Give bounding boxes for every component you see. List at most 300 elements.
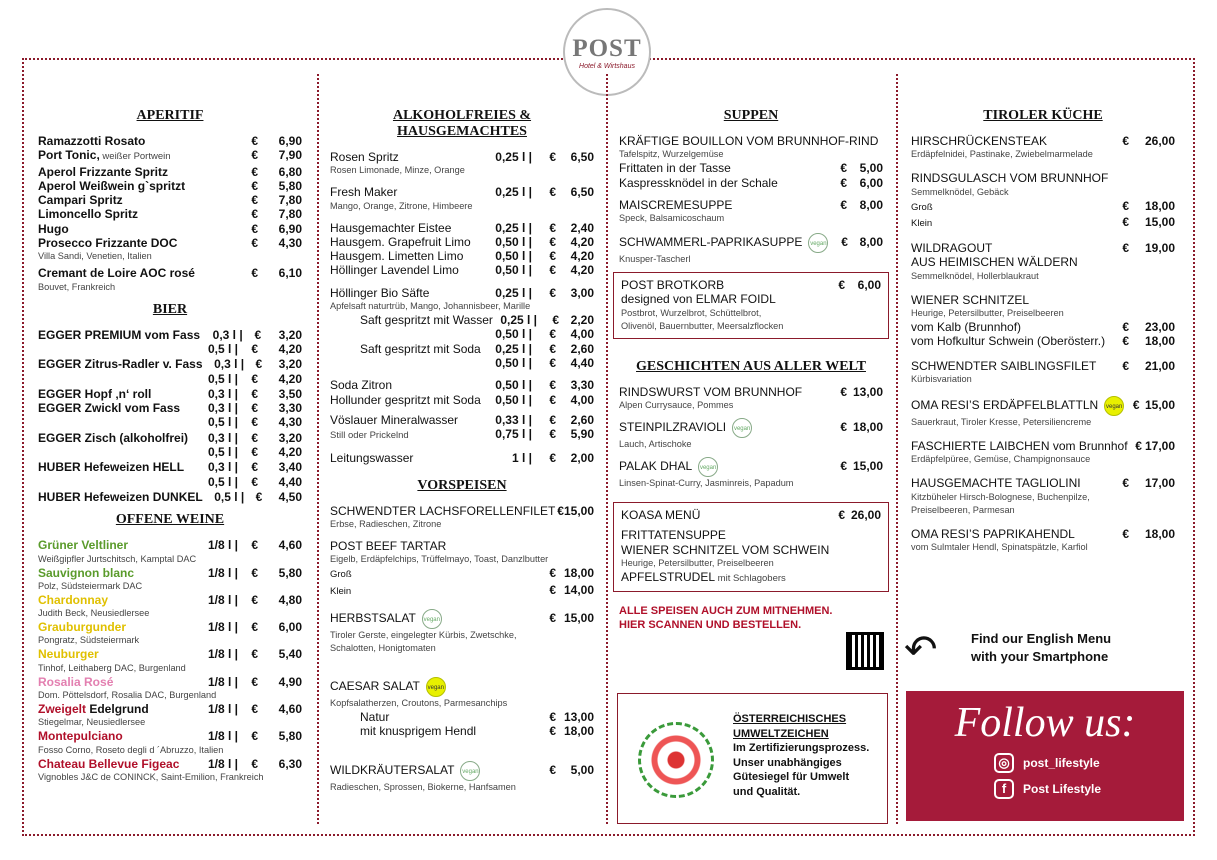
section-title: VORSPEISEN xyxy=(417,477,507,493)
item-name: Cremant de Loire AOC rosé xyxy=(38,266,195,281)
section-title: GESCHICHTEN AUS ALLER WELT xyxy=(636,358,866,374)
euro-sign: € xyxy=(251,193,258,208)
item-description: Erbse, Radieschen, Zitrone xyxy=(330,519,442,530)
item-description: Semmelknödel, Gebäck xyxy=(911,186,1009,197)
menu-row xyxy=(911,396,1175,416)
item-quantity: 0,33 l | xyxy=(495,412,532,427)
item-quantity: 0,25 l | xyxy=(500,313,538,328)
item-name: Chateau Bellevue Figeac xyxy=(38,756,180,771)
euro-sign: € xyxy=(251,371,258,386)
item-name: HIRSCHRÜCKENSTEAK xyxy=(911,134,1048,148)
menu-row xyxy=(38,490,302,504)
item-name: Hausgem. Limetten Limo xyxy=(330,249,464,264)
euro-sign: € xyxy=(840,161,847,176)
item-price: 6,80 xyxy=(278,164,302,179)
item-price: 5,00 xyxy=(570,762,594,777)
item-name: Groß xyxy=(911,201,933,213)
item-description: Erdäpfelnidei, Pastinake, Zwiebelmarmelade xyxy=(911,149,1093,160)
item-name: WILDKRÄUTERSALAT vegan xyxy=(330,761,532,781)
euro-sign: € xyxy=(549,392,556,407)
menu-row xyxy=(38,647,302,661)
item-name: HUBER Hefeweizen DUNKEL xyxy=(38,489,203,504)
euro-sign: € xyxy=(549,355,556,370)
euro-sign: € xyxy=(549,378,556,393)
euro-sign: € xyxy=(549,185,556,200)
item-name: Saft gespritzt mit Soda xyxy=(360,341,481,356)
menu-row xyxy=(38,372,302,386)
spacer xyxy=(330,177,594,185)
item-description: Judith Beck, Neusiedlersee xyxy=(38,608,150,619)
item-price: 5,90 xyxy=(570,427,594,442)
item-quantity: 0,5 l | xyxy=(207,445,238,460)
menu-row xyxy=(38,415,302,429)
menu-row xyxy=(38,445,302,459)
menu-row xyxy=(38,675,302,689)
menu-row xyxy=(330,378,594,392)
menu-row xyxy=(911,476,1175,490)
item-price: 15,00 xyxy=(852,459,883,474)
item-description: Lauch, Artischoke xyxy=(619,439,692,450)
item-quantity: 0,3 l | xyxy=(214,357,245,372)
item-description: Speck, Balsamicoschaum xyxy=(619,213,725,224)
menu-row xyxy=(330,451,594,465)
euro-sign: € xyxy=(251,445,258,460)
euro-sign: € xyxy=(549,762,556,777)
menu-row xyxy=(38,593,302,607)
item-price: 4,20 xyxy=(278,445,302,460)
euro-sign: € xyxy=(251,729,258,744)
item-name: Campari Spritz xyxy=(38,193,123,208)
spacer xyxy=(330,531,594,539)
item-price: 17,00 xyxy=(1144,476,1175,491)
section-title: TIROLER KÜCHE xyxy=(983,108,1103,123)
item-name: HERBSTSALAT vegan xyxy=(330,609,532,629)
menu-row xyxy=(621,570,881,586)
spacer xyxy=(911,349,1175,359)
item-name: Prosecco Frizzante DOC xyxy=(38,236,178,251)
menu-row xyxy=(38,566,302,580)
euro-sign: € xyxy=(251,430,258,445)
item-price: 3,00 xyxy=(570,285,594,300)
item-quantity: 0,5 l | xyxy=(207,415,238,430)
item-price: 3,20 xyxy=(278,327,302,342)
item-quantity: 0,5 l | xyxy=(207,341,238,356)
menu-row xyxy=(619,233,883,253)
item-price: 13,00 xyxy=(563,709,594,724)
euro-sign: € xyxy=(251,415,258,430)
euro-sign: € xyxy=(251,386,258,401)
item-quantity: 0,75 l | xyxy=(495,427,532,442)
spacer xyxy=(330,443,594,451)
item-description: Bouvet, Frankreich xyxy=(38,281,116,292)
item-description: Rosen Limonade, Minze, Orange xyxy=(330,165,465,176)
item-name: RINDSWURST VOM BRUNNHOF xyxy=(619,384,803,399)
euro-sign: € xyxy=(251,207,258,222)
item-name: EGGER Zisch (alkoholfrei) xyxy=(38,430,189,445)
item-quantity: 0,5 l | xyxy=(214,489,245,504)
divider xyxy=(606,74,608,824)
item-name: Hollunder gespritzt mit Soda xyxy=(330,392,481,407)
item-name: SCHWENDTER LACHSFORELLENFILET xyxy=(330,503,556,518)
item-price: 4,50 xyxy=(278,489,302,504)
item-description: Tinhof, Leithaberg DAC, Burgenland xyxy=(38,662,186,673)
item-price: 15,00 xyxy=(1144,398,1175,413)
item-quantity: 1/8 l | xyxy=(207,592,238,607)
item-price: 5,80 xyxy=(278,565,302,580)
column-alkoholfrei xyxy=(330,108,594,794)
item-price: 4,60 xyxy=(278,702,302,717)
item-name: Hugo xyxy=(38,221,69,236)
euro-sign: € xyxy=(549,582,556,597)
menu-row xyxy=(330,583,594,599)
menu-row xyxy=(38,148,302,164)
euro-sign: € xyxy=(1122,134,1129,148)
section-title: SUPPEN xyxy=(723,108,779,123)
menu-row xyxy=(38,702,302,716)
spacer xyxy=(330,278,594,286)
item-name: vom Hofkultur Schwein (Oberösterr.) xyxy=(911,334,1106,349)
item-description: Preiselbeeren, Parmesan xyxy=(911,504,1015,515)
menu-row xyxy=(38,475,302,489)
section-title: BIER xyxy=(152,301,188,317)
item-name: Port Tonic, weißer Portwein xyxy=(38,148,171,163)
menu-row xyxy=(911,134,1175,148)
divider xyxy=(896,74,898,824)
item-price: 15,00 xyxy=(1144,214,1175,229)
euro-sign: € xyxy=(840,175,847,190)
item-price: 2,00 xyxy=(570,451,594,466)
menu-row xyxy=(38,620,302,634)
item-price: 3,50 xyxy=(278,386,302,401)
spacer xyxy=(619,490,883,496)
item-note: weißer Portwein xyxy=(99,151,171,163)
euro-sign: € xyxy=(251,474,258,489)
menu-row xyxy=(330,504,594,518)
item-name: Hausgemachter Eistee xyxy=(330,220,452,235)
item-name: POST BEEF TARTAR xyxy=(330,539,447,554)
item-name: Montepulciano xyxy=(38,729,123,744)
euro-sign: € xyxy=(254,327,262,342)
item-price: 4,30 xyxy=(278,415,302,430)
euro-sign: € xyxy=(841,235,848,250)
item-price: 6,30 xyxy=(278,756,302,771)
item-price: 4,00 xyxy=(570,327,594,342)
item-name: Grauburgunder xyxy=(38,620,127,635)
item-name: Chardonnay xyxy=(38,592,109,607)
item-price: 7,80 xyxy=(278,193,302,208)
menu-row xyxy=(330,356,594,370)
euro-sign: € xyxy=(251,565,258,580)
euro-sign: € xyxy=(251,178,258,193)
menu-row xyxy=(38,165,302,179)
euro-sign: € xyxy=(251,266,258,281)
item-quantity: 0,50 l | xyxy=(495,234,532,249)
menu-row xyxy=(621,292,881,306)
euro-sign: € xyxy=(549,263,556,278)
menu-row xyxy=(38,357,302,371)
euro-sign: € xyxy=(549,451,556,466)
menu-row xyxy=(330,761,594,781)
item-price: 4,40 xyxy=(278,474,302,489)
facebook-icon: f xyxy=(994,779,1014,799)
item-name: Klein xyxy=(911,217,933,229)
item-description: Apfelsaft naturtrüb, Mango, Johannisbeer, Marille xyxy=(330,301,531,312)
item-name: Klein xyxy=(330,585,352,597)
item-name: mit knusprigem Hendl xyxy=(360,724,477,739)
item-price: 4,90 xyxy=(278,674,302,689)
menu-row xyxy=(619,385,883,399)
menu-row xyxy=(621,508,881,522)
item-name: vom Kalb (Brunnhof) xyxy=(911,320,1022,335)
item-price: 18,00 xyxy=(1144,526,1175,541)
facebook-link[interactable]: f Post Lifestyle xyxy=(994,779,1184,799)
item-name: Rosen Spritz xyxy=(330,150,399,164)
item-description: Kitzbüheler Hirsch-Bolognese, Buchenpilze, xyxy=(911,491,1090,502)
item-price: 4,20 xyxy=(278,371,302,386)
menu-row xyxy=(38,460,302,474)
item-name: WIENER SCHNITZEL VOM SCHWEIN xyxy=(621,542,830,557)
euro-sign: € xyxy=(1122,198,1129,213)
item-price: 2,40 xyxy=(570,220,594,235)
item-price: 4,80 xyxy=(278,592,302,607)
item-description: Dom. Pöttelsdorf, Rosalia DAC, Burgenland xyxy=(38,690,217,701)
item-price: 18,00 xyxy=(563,724,594,739)
menu-row xyxy=(330,539,594,553)
item-name: Soda Zitron xyxy=(330,378,393,393)
euro-sign: € xyxy=(549,249,556,264)
takeaway-note xyxy=(619,604,883,632)
item-quantity: 1/8 l | xyxy=(207,674,238,689)
item-price: 5,40 xyxy=(278,647,302,662)
instagram-icon: ◎ xyxy=(994,753,1014,773)
item-quantity: 0,50 l | xyxy=(495,327,532,342)
item-price: 26,00 xyxy=(850,508,881,523)
item-name: SCHWENDTER SAIBLINGSFILET xyxy=(911,358,1097,373)
spacer xyxy=(330,213,594,221)
item-name: OMA RESI’S ERDÄPFELBLATTLN vegan xyxy=(911,396,1124,416)
item-price: 26,00 xyxy=(1144,134,1175,148)
item-quantity: 0,25 l | xyxy=(495,185,532,200)
item-name: KRÄFTIGE BOUILLON VOM BRUNNHOF-RIND xyxy=(619,134,879,148)
euro-sign: € xyxy=(549,341,556,356)
spacer xyxy=(911,517,1175,527)
spacer xyxy=(330,655,594,677)
euro-sign: € xyxy=(251,538,258,553)
menu-row xyxy=(619,161,883,175)
item-price: 6,00 xyxy=(859,175,883,190)
item-price: 5,80 xyxy=(278,729,302,744)
item-price: 6,90 xyxy=(278,134,302,148)
item-name: Leitungswasser xyxy=(330,451,414,466)
euro-sign: € xyxy=(549,220,556,235)
item-price: 6,00 xyxy=(857,278,881,293)
menu-row xyxy=(330,566,594,582)
euro-sign: € xyxy=(1122,241,1129,256)
item-quantity: 0,25 l | xyxy=(495,150,532,164)
item-description: Weißgipfler Jurtschitsch, Kamptal DAC xyxy=(38,553,197,564)
item-name: FRITTATENSUPPE xyxy=(621,528,726,543)
item-price: 15,00 xyxy=(563,611,594,626)
item-quantity: 0,3 l | xyxy=(207,460,238,475)
item-name: EGGER PREMIUM vom Fass xyxy=(38,327,201,342)
item-price: 4,20 xyxy=(570,234,594,249)
menu-row xyxy=(38,328,302,342)
item-name-suffix: Edelgrund xyxy=(86,702,149,717)
takeaway-line: ALLE SPEISEN AUCH ZUM MITNEHMEN. xyxy=(619,605,833,618)
item-quantity: 0,50 l | xyxy=(495,249,532,264)
menu-row xyxy=(38,401,302,415)
euro-sign: € xyxy=(1122,320,1129,335)
item-quantity: 0,3 l | xyxy=(207,386,238,401)
menu-row xyxy=(619,198,883,212)
item-quantity: 0,3 l | xyxy=(207,430,238,445)
item-price: 18,00 xyxy=(563,566,594,581)
english-menu-note: Find our English Menu with your Smartphone xyxy=(971,631,1112,664)
menu-row xyxy=(330,609,594,629)
item-price: 14,00 xyxy=(563,582,594,597)
item-description: Tafelspitz, Wurzelgemüse xyxy=(619,149,724,160)
menu-row xyxy=(330,235,594,249)
euro-sign: € xyxy=(251,236,258,251)
spacer xyxy=(911,429,1175,439)
umwelt-title: ÖSTERREICHISCHES xyxy=(733,713,847,725)
item-name: Zweigelt Edelgrund xyxy=(38,702,149,717)
item-quantity: 0,25 l | xyxy=(495,285,532,300)
menu-row xyxy=(330,221,594,235)
item-quantity: 0,50 l | xyxy=(495,392,532,407)
euro-sign: € xyxy=(549,234,556,249)
euro-sign: € xyxy=(552,313,560,328)
menu-row xyxy=(911,171,1175,185)
euro-sign: € xyxy=(251,647,258,662)
euro-sign: € xyxy=(1122,526,1129,541)
euro-sign: € xyxy=(557,503,564,518)
euro-sign: € xyxy=(251,401,258,416)
euro-sign: € xyxy=(251,674,258,689)
item-quantity: 0,50 l | xyxy=(495,263,532,278)
item-price: 4,30 xyxy=(278,236,302,251)
vegan-icon: vegan xyxy=(732,418,752,438)
euro-sign: € xyxy=(251,460,258,475)
item-description: Kürbisvariation xyxy=(911,373,972,384)
euro-sign: € xyxy=(838,508,845,523)
menu-row xyxy=(621,543,881,557)
divider xyxy=(317,74,319,824)
item-description: vom Sulmtaler Hendl, Spinatspätzle, Karfiol xyxy=(911,541,1088,552)
menu-row xyxy=(330,710,594,724)
item-description: Alpen Currysauce, Pommes xyxy=(619,400,734,411)
item-price: 4,20 xyxy=(570,249,594,264)
item-price: 4,20 xyxy=(278,341,302,356)
menu-row xyxy=(619,176,883,190)
euro-sign: € xyxy=(1122,476,1129,491)
item-description: Sauerkraut, Tiroler Kresse, Petersiliencreme xyxy=(911,416,1092,427)
item-price: 18,00 xyxy=(1144,334,1175,349)
instagram-link[interactable]: ◎ post_lifestyle xyxy=(994,753,1184,773)
menu-row xyxy=(330,393,594,407)
umwelt-line: Gütesiegel für Umwelt xyxy=(733,771,850,783)
item-note: mit Schlagobers xyxy=(715,572,786,584)
item-name: APFELSTRUDEL mit Schlagobers xyxy=(621,569,786,584)
item-price: 6,00 xyxy=(278,620,302,635)
vegan-icon: vegan xyxy=(1104,396,1124,416)
item-description: Semmelknödel, Hollerblaukraut xyxy=(911,270,1039,281)
item-price: 3,30 xyxy=(278,401,302,416)
item-price: 13,00 xyxy=(852,384,883,399)
item-name: Kaspressknödel in der Schale xyxy=(619,175,778,190)
euro-sign: € xyxy=(251,148,258,163)
vegan-icon: vegan xyxy=(808,233,828,253)
item-name: Limoncello Spritz xyxy=(38,207,139,222)
item-name: AUS HEIMISCHEN WÄLDERN xyxy=(911,255,1078,270)
umwelt-title2: UMWELTZEICHEN xyxy=(733,727,829,740)
menu-row xyxy=(911,215,1175,231)
menu-row xyxy=(330,327,594,341)
spacer xyxy=(911,161,1175,171)
item-description: Fosso Corno, Roseto degli d ´Abruzzo, Italien xyxy=(38,744,224,755)
menu-row xyxy=(911,320,1175,334)
euro-sign: € xyxy=(251,164,258,179)
euro-sign: € xyxy=(840,384,847,399)
item-description: Olivenöl, Bauernbutter, Meersalzflocken xyxy=(621,320,784,331)
euro-sign: € xyxy=(549,709,556,724)
euro-sign: € xyxy=(1122,334,1129,349)
menu-row xyxy=(38,222,302,236)
euro-sign: € xyxy=(549,724,556,739)
item-price: 19,00 xyxy=(1144,241,1175,256)
item-price: 4,00 xyxy=(570,392,594,407)
menu-row xyxy=(38,193,302,207)
menu-row xyxy=(38,757,302,771)
item-quantity: 1/8 l | xyxy=(207,647,238,662)
item-price: 7,80 xyxy=(278,207,302,222)
item-quantity: 0,25 l | xyxy=(495,341,532,356)
item-name: Höllinger Bio Säfte xyxy=(330,285,430,300)
item-price: 18,00 xyxy=(1144,198,1175,213)
item-name: HUBER Hefeweizen HELL xyxy=(38,460,185,475)
item-name: STEINPILZRAVIOLI vegan xyxy=(619,418,827,438)
euro-sign: € xyxy=(549,412,556,427)
item-price: 6,90 xyxy=(278,221,302,236)
item-price: 15,00 xyxy=(563,503,594,518)
item-quantity: 1/8 l | xyxy=(207,756,238,771)
menu-row xyxy=(38,538,302,552)
umweltzeichen-box xyxy=(617,693,888,824)
euro-sign: € xyxy=(549,285,556,300)
spacer xyxy=(911,466,1175,476)
menu-row xyxy=(38,729,302,743)
item-description: Radieschen, Sprossen, Biokerne, Hanfsamen xyxy=(330,781,516,792)
menu-row xyxy=(621,528,881,542)
item-name: KOASA MENÜ xyxy=(621,508,701,523)
spacer xyxy=(619,225,883,233)
item-name: PALAK DHAL vegan xyxy=(619,457,827,477)
euro-sign: € xyxy=(1132,398,1140,413)
menu-row xyxy=(38,266,302,280)
qr-code[interactable] xyxy=(846,632,884,670)
vegan-icon: vegan xyxy=(460,761,480,781)
item-price: 4,20 xyxy=(570,263,594,278)
item-name: EGGER Zitrus-Radler v. Fass xyxy=(38,357,203,372)
item-description: Heurige, Petersilbutter, Preiselbeeren xyxy=(621,557,774,568)
menu-row xyxy=(619,457,883,477)
follow-title: Follow us: xyxy=(954,700,1136,746)
menu-row xyxy=(330,313,594,327)
euro-sign: € xyxy=(838,278,845,293)
euro-sign: € xyxy=(251,134,258,148)
umwelt-line: Unser unabhängiges xyxy=(733,756,842,769)
menu-row xyxy=(330,263,594,277)
